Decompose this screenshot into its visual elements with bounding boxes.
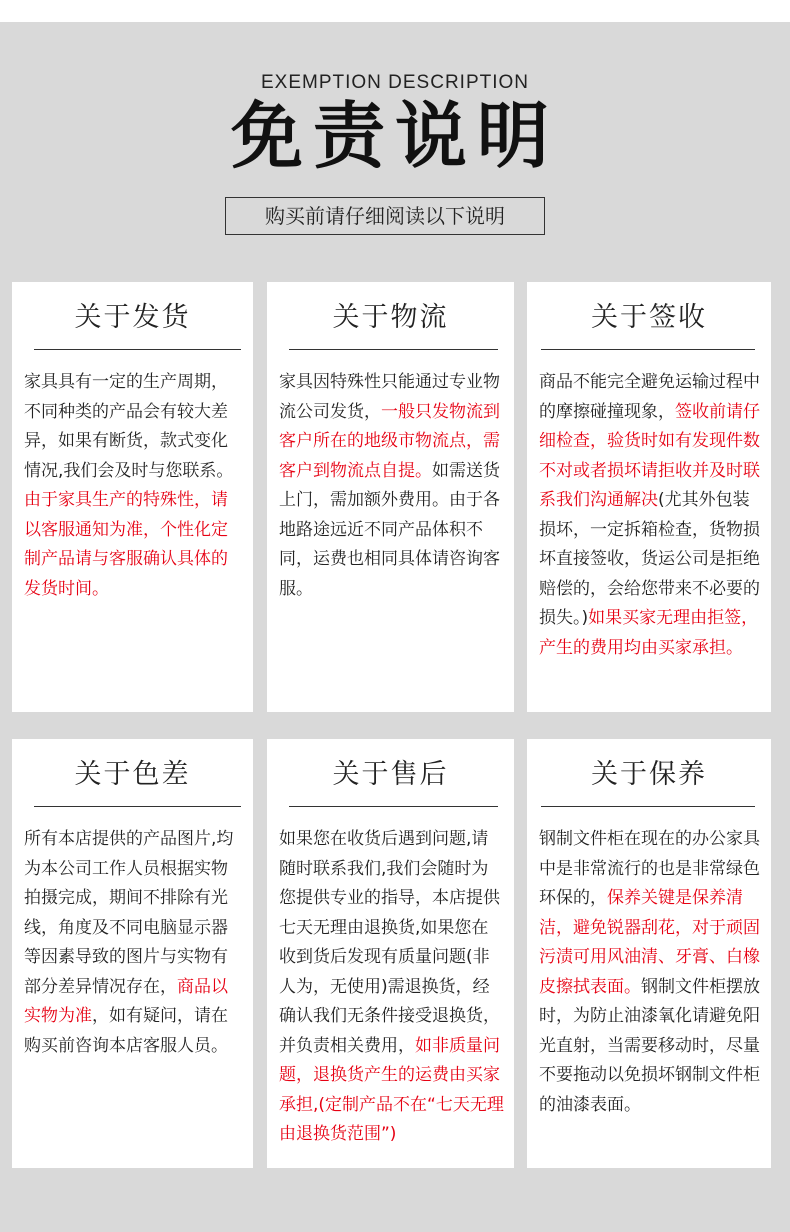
body-text: 钢制文件柜在现在的办公家具中是非常流行的也是非常绿色环保的， [539,829,760,908]
body-text: 所有本店提供的产品图片,均为本公司工作人员根据实物拍摄完成，期间不排除有光线，角度及不同电脑显示器等因素导致的图片与实物有部分差异情况存在， [24,829,234,997]
body-text: 家具因特殊性只能通过专业物流公司发货， [279,372,500,422]
card-title: 关于签收 [591,302,707,333]
page-title: 免责说明 [230,94,559,178]
body-text: 家具具有一定的生产周期，不同种类的产品会有较大差异，如果有断货，款式变化情况,我们会及时与您联系。 [24,372,234,481]
body-text: 钢制文件柜摆放时，为防止油漆氧化请避免阳光直射，当需要移动时，尽量不要拖动以免损坏钢制文件柜的油漆表面。 [539,976,760,1115]
body-text: (尤其外包装损坏，一定拆箱检查，货物损坏直接签收，货运公司是拒绝赔偿的，会给您带来不必要的损失。) [539,490,760,628]
card-body [279,825,504,1150]
notice-box: 购买前请仔细阅读以下说明 [225,197,545,235]
highlight-text: 如果买家无理由拒签，产生的费用均由买家承担。 [539,608,759,658]
highlight-text: 由于家具生产的特殊性，请以客服通知为准，个性化定制产品请与客服确认具体的发货时间。 [24,490,228,599]
card-maintenance [527,739,771,1168]
card-title: 关于售后 [332,759,449,790]
card-title: 关于发货 [74,302,191,333]
card-body [24,825,243,1061]
card-body [279,368,504,604]
card-divider [289,349,498,350]
body-text: 如果您在收货后遇到问题,请随时联系我们,我们会随时为您提供专业的指导，本店提供七天无理由退换货,如果您在收到货后发现有质量问题(非人为，无使用)需退换货，经确认我们无条件接受退换货，并负责相关费用， [279,829,500,1056]
card-divider [34,806,241,807]
body-text: 商品不能完全避免运输过程中的摩擦碰撞现象， [539,372,760,422]
highlight-text: 签收前请仔细检查，验货时如有发现件数不对或者损坏请拒收并及时联系我们沟通解决 [539,401,760,510]
card-divider [541,806,755,807]
card-logistics [267,282,514,712]
highlight-text: 保养关键是保养清洁，避免锐器刮花，对于顽固污渍可用风油清、牙膏、白橡皮擦拭表面。 [539,888,760,997]
card-after-sales [267,739,514,1168]
card-signing [527,282,771,712]
subtitle-en: EXEMPTION DESCRIPTION [260,72,530,93]
card-body [24,368,243,604]
body-text: ，如有疑问，请在购买前咨询本店客服人员。 [24,1006,228,1056]
card-title: 关于色差 [74,759,191,790]
card-divider [34,349,241,350]
card-body [539,368,761,663]
card-title: 关于保养 [591,759,707,790]
card-divider [289,806,498,807]
card-shipping [12,282,253,712]
card-title: 关于物流 [332,302,449,333]
highlight-text: 如非质量问题，退换货产生的运费由买家承担,(定制产品不在“七天无理由退换货范围”) [279,1035,504,1144]
card-divider [541,349,755,350]
highlight-text: 商品以实物为准 [24,976,228,1026]
card-color-difference [12,739,253,1168]
card-body [539,825,761,1120]
body-text: 如需送货上门，需加额外费用。由于各地路途远近不同产品体积不同，运费也相同具体请咨询客服。 [279,460,500,599]
highlight-text: 一般只发物流到客户所在的地级市物流点，需客户到物流点自提。 [279,401,500,481]
